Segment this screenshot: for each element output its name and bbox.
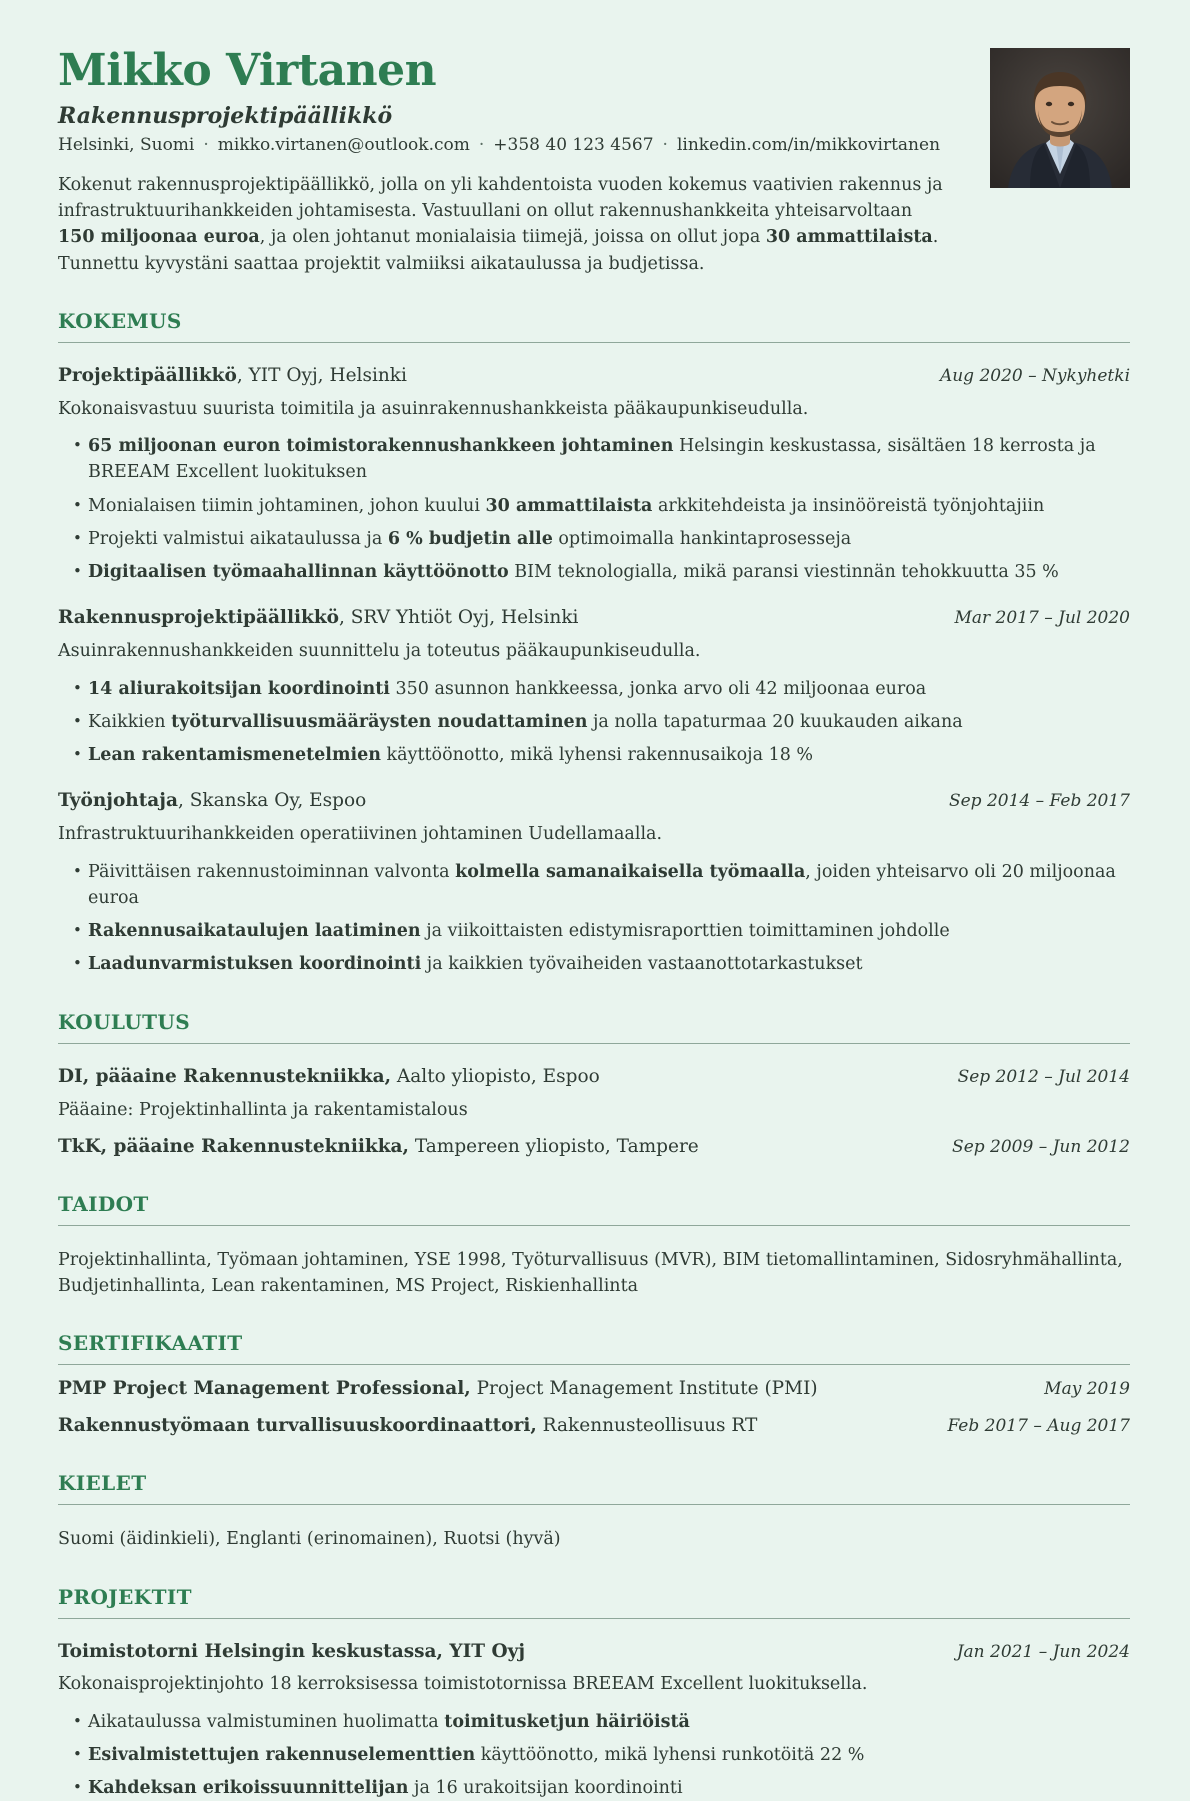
entry-title: Toimistotorni Helsingin keskustassa, YIT Oyj bbox=[58, 1640, 526, 1662]
entry-date: Feb 2017 – Aug 2017 bbox=[947, 1416, 1130, 1437]
entry-title: Projektipäällikkö, YIT Oyj, Helsinki bbox=[58, 364, 407, 386]
section-entries bbox=[58, 1640, 1130, 1801]
entry-header bbox=[58, 1065, 1130, 1090]
contact-line bbox=[58, 134, 954, 158]
header bbox=[58, 45, 1130, 277]
bullet-item bbox=[58, 1709, 1130, 1735]
bullet-text: 65 miljoonan euron toimistorakennushankkeen johtaminen Helsingin keskustassa, sisältäen 18 kerrosta ja BREEAM Excellent luokituksen bbox=[88, 436, 1096, 483]
entry-description: Projektinhallinta, Työmaan johtaminen, YSE 1998, Työturvallisuus (MVR), BIM tietomallintaminen, Sidosryhmähallinta, Budjetinhallinta, Lean rakentaminen, MS Project, Riskienhallinta bbox=[58, 1249, 1123, 1297]
entry bbox=[58, 1526, 1130, 1552]
bullet-item bbox=[58, 433, 1130, 486]
entry-bullets bbox=[58, 1709, 1130, 1801]
entry bbox=[58, 606, 1130, 768]
entry-date: Aug 2020 – Nykyhetki bbox=[939, 365, 1130, 386]
entry-date: Sep 2014 – Feb 2017 bbox=[948, 791, 1130, 812]
section-entries bbox=[58, 1526, 1130, 1552]
entry-header bbox=[58, 606, 1130, 631]
entry-date: Mar 2017 – Jul 2020 bbox=[954, 608, 1130, 629]
entry-header bbox=[58, 789, 1130, 814]
bullet-text: Laadunvarmistuksen koordinointi ja kaikkien työvaiheiden vastaanottotarkastukset bbox=[88, 954, 863, 975]
section-kokemus bbox=[58, 309, 1130, 978]
entry-description: Suomi (äidinkieli), Englanti (erinomainen), Ruotsi (hyvä) bbox=[58, 1529, 561, 1550]
bullet-item bbox=[58, 1775, 1130, 1801]
bullet-item bbox=[58, 742, 1130, 768]
section-heading: KOKEMUS bbox=[58, 309, 1130, 343]
section-heading: TAIDOT bbox=[58, 1192, 1130, 1226]
section-kielet bbox=[58, 1471, 1130, 1552]
bullet-item bbox=[58, 676, 1130, 702]
entry-header bbox=[58, 1135, 1130, 1160]
entry-date: Jan 2021 – Jun 2024 bbox=[956, 1641, 1130, 1662]
person-portrait-icon bbox=[990, 48, 1130, 188]
bullet-text: Päivittäisen rakennustoiminnan valvonta kolmella samanaikaisella työmaalla, joiden yhteisarvo oli 20 miljoonaa euroa bbox=[88, 861, 1116, 908]
bullet-text: Aikataulussa valmistuminen huolimatta toimitusketjun häiriöistä bbox=[88, 1711, 690, 1732]
contact-separator: · bbox=[662, 135, 668, 156]
section-sertifikaatit bbox=[58, 1331, 1130, 1439]
entry bbox=[58, 1377, 1130, 1402]
contact-item: linkedin.com/in/mikkovirtanen bbox=[676, 135, 941, 156]
entry-header bbox=[58, 1414, 1130, 1439]
entry-date: Sep 2009 – Jun 2012 bbox=[952, 1136, 1130, 1157]
entry-bullets bbox=[58, 859, 1130, 978]
entry-title: PMP Project Management Professional, Project Management Institute (PMI) bbox=[58, 1378, 818, 1400]
entry bbox=[58, 789, 1130, 977]
entry-header bbox=[58, 1640, 1130, 1665]
sections-container bbox=[58, 309, 1130, 1801]
bullet-text: Kahdeksan erikoissuunnittelijan ja 16 urakoitsijan koordinointi bbox=[88, 1778, 683, 1799]
profile-photo bbox=[990, 48, 1130, 188]
entry-title: Rakennustyömaan turvallisuuskoordinaattori, Rakennusteollisuus RT bbox=[58, 1415, 758, 1437]
section-heading: PROJEKTIT bbox=[58, 1585, 1130, 1619]
bullet-text: Esivalmistettujen rakennuselementtien käyttöönotto, mikä lyhensi runkotöitä 22 % bbox=[88, 1744, 865, 1765]
contact-item: mikko.virtanen@outlook.com bbox=[217, 135, 470, 156]
section-koulutus bbox=[58, 1010, 1130, 1160]
entry-title: TkK, pääaine Rakennustekniikka, Tampereen yliopisto, Tampere bbox=[58, 1135, 699, 1157]
section-taidot bbox=[58, 1192, 1130, 1300]
entry bbox=[58, 1414, 1130, 1439]
summary-paragraph: Kokenut rakennusprojektipäällikkö, jolla on yli kahdentoista vuoden kokemus vaativien rakennus ja infrastruktuurihankkeiden johtamisesta. Vastuullani on ollut rakennushankkeita yhteisarvoltaan 150 miljoonaa euroa, ja olen johtanut monialaisia tiimejä, joissa on ollut jopa 30 ammattilaista. Tunnettu kyvystäni saattaa projektit valmiiksi aikataulussa ja budjetissa. bbox=[58, 174, 943, 274]
entry-bullets bbox=[58, 433, 1130, 585]
entry-title: DI, pääaine Rakennustekniikka, Aalto yliopisto, Espoo bbox=[58, 1065, 600, 1087]
bullet-text: Rakennusaikataulujen laatiminen ja viikoittaisten edistymisraporttien toimittaminen johdolle bbox=[88, 921, 950, 942]
bullet-text: 14 aliurakoitsijan koordinointi 350 asunnon hankkeessa, jonka arvo oli 42 miljoonaa euroa bbox=[88, 678, 927, 699]
entry bbox=[58, 364, 1130, 585]
entry-title: Rakennusprojektipäällikkö, SRV Yhtiöt Oyj, Helsinki bbox=[58, 607, 579, 629]
entry-description: Kokonaisprojektinjohto 18 kerroksisessa toimistotornissa BREEAM Excellent luokituksella. bbox=[58, 1674, 868, 1695]
entry bbox=[58, 1640, 1130, 1801]
bullet-item bbox=[58, 951, 1130, 977]
entry-header bbox=[58, 1377, 1130, 1402]
entry bbox=[58, 1065, 1130, 1123]
person-name: Mikko Virtanen bbox=[58, 45, 437, 96]
entry bbox=[58, 1135, 1130, 1160]
contact-separator: · bbox=[478, 135, 485, 156]
entry-date: May 2019 bbox=[1044, 1379, 1130, 1400]
bullet-text: Kaikkien työturvallisuusmääräysten noudattaminen ja nolla tapaturmaa 20 kuukauden aikana bbox=[88, 711, 963, 732]
section-projektit bbox=[58, 1585, 1130, 1801]
entry-description: Asuinrakennushankkeiden suunnittelu ja toteutus pääkaupunkiseudulla. bbox=[58, 641, 701, 662]
section-entries bbox=[58, 1065, 1130, 1160]
bullet-item bbox=[58, 559, 1130, 585]
section-entries bbox=[58, 1377, 1130, 1439]
person-job-title: Rakennusprojektipäällikkö bbox=[58, 103, 393, 130]
entry-header bbox=[58, 364, 1130, 389]
contact-separator: · bbox=[203, 135, 209, 156]
entry bbox=[58, 1247, 1130, 1300]
contact-item: +358 40 123 4567 bbox=[493, 135, 654, 156]
contact-item: Helsinki, Suomi bbox=[58, 135, 195, 156]
bullet-text: Digitaalisen työmaahallinnan käyttöönotto BIM teknologialla, mikä paransi viestinnän tehokkuutta 35 % bbox=[88, 562, 1059, 583]
entry-date: Sep 2012 – Jul 2014 bbox=[957, 1066, 1130, 1087]
entry-description: Infrastruktuurihankkeiden operatiivinen johtaminen Uudellamaalla. bbox=[58, 824, 663, 845]
section-heading: KIELET bbox=[58, 1471, 1130, 1505]
bullet-text: Projekti valmistui aikataulussa ja 6 % budjetin alle optimoimalla hankintaprosesseja bbox=[88, 528, 852, 549]
entry-description: Kokonaisvastuu suurista toimitila ja asuinrakennushankkeista pääkaupunkiseudulla. bbox=[58, 398, 809, 419]
bullet-item bbox=[58, 526, 1130, 552]
header-text-column bbox=[58, 45, 954, 277]
entry-description: Pääaine: Projektinhallinta ja rakentamistalous bbox=[58, 1099, 468, 1120]
section-entries bbox=[58, 1247, 1130, 1300]
bullet-text: Monialaisen tiimin johtaminen, johon kuului 30 ammattilaista arkkitehdeista ja insinööreistä työnjohtajiin bbox=[88, 495, 1045, 516]
section-heading: KOULUTUS bbox=[58, 1010, 1130, 1044]
bullet-item bbox=[58, 1742, 1130, 1768]
section-heading: SERTIFIKAATIT bbox=[58, 1331, 1130, 1365]
bullet-item bbox=[58, 493, 1130, 519]
section-entries bbox=[58, 364, 1130, 978]
bullet-item bbox=[58, 859, 1130, 912]
entry-bullets bbox=[58, 676, 1130, 769]
bullet-item bbox=[58, 709, 1130, 735]
bullet-item bbox=[58, 918, 1130, 944]
bullet-text: Lean rakentamismenetelmien käyttöönotto, mikä lyhensi rakennusaikoja 18 % bbox=[88, 745, 814, 766]
entry-title: Työnjohtaja, Skanska Oy, Espoo bbox=[58, 790, 367, 812]
